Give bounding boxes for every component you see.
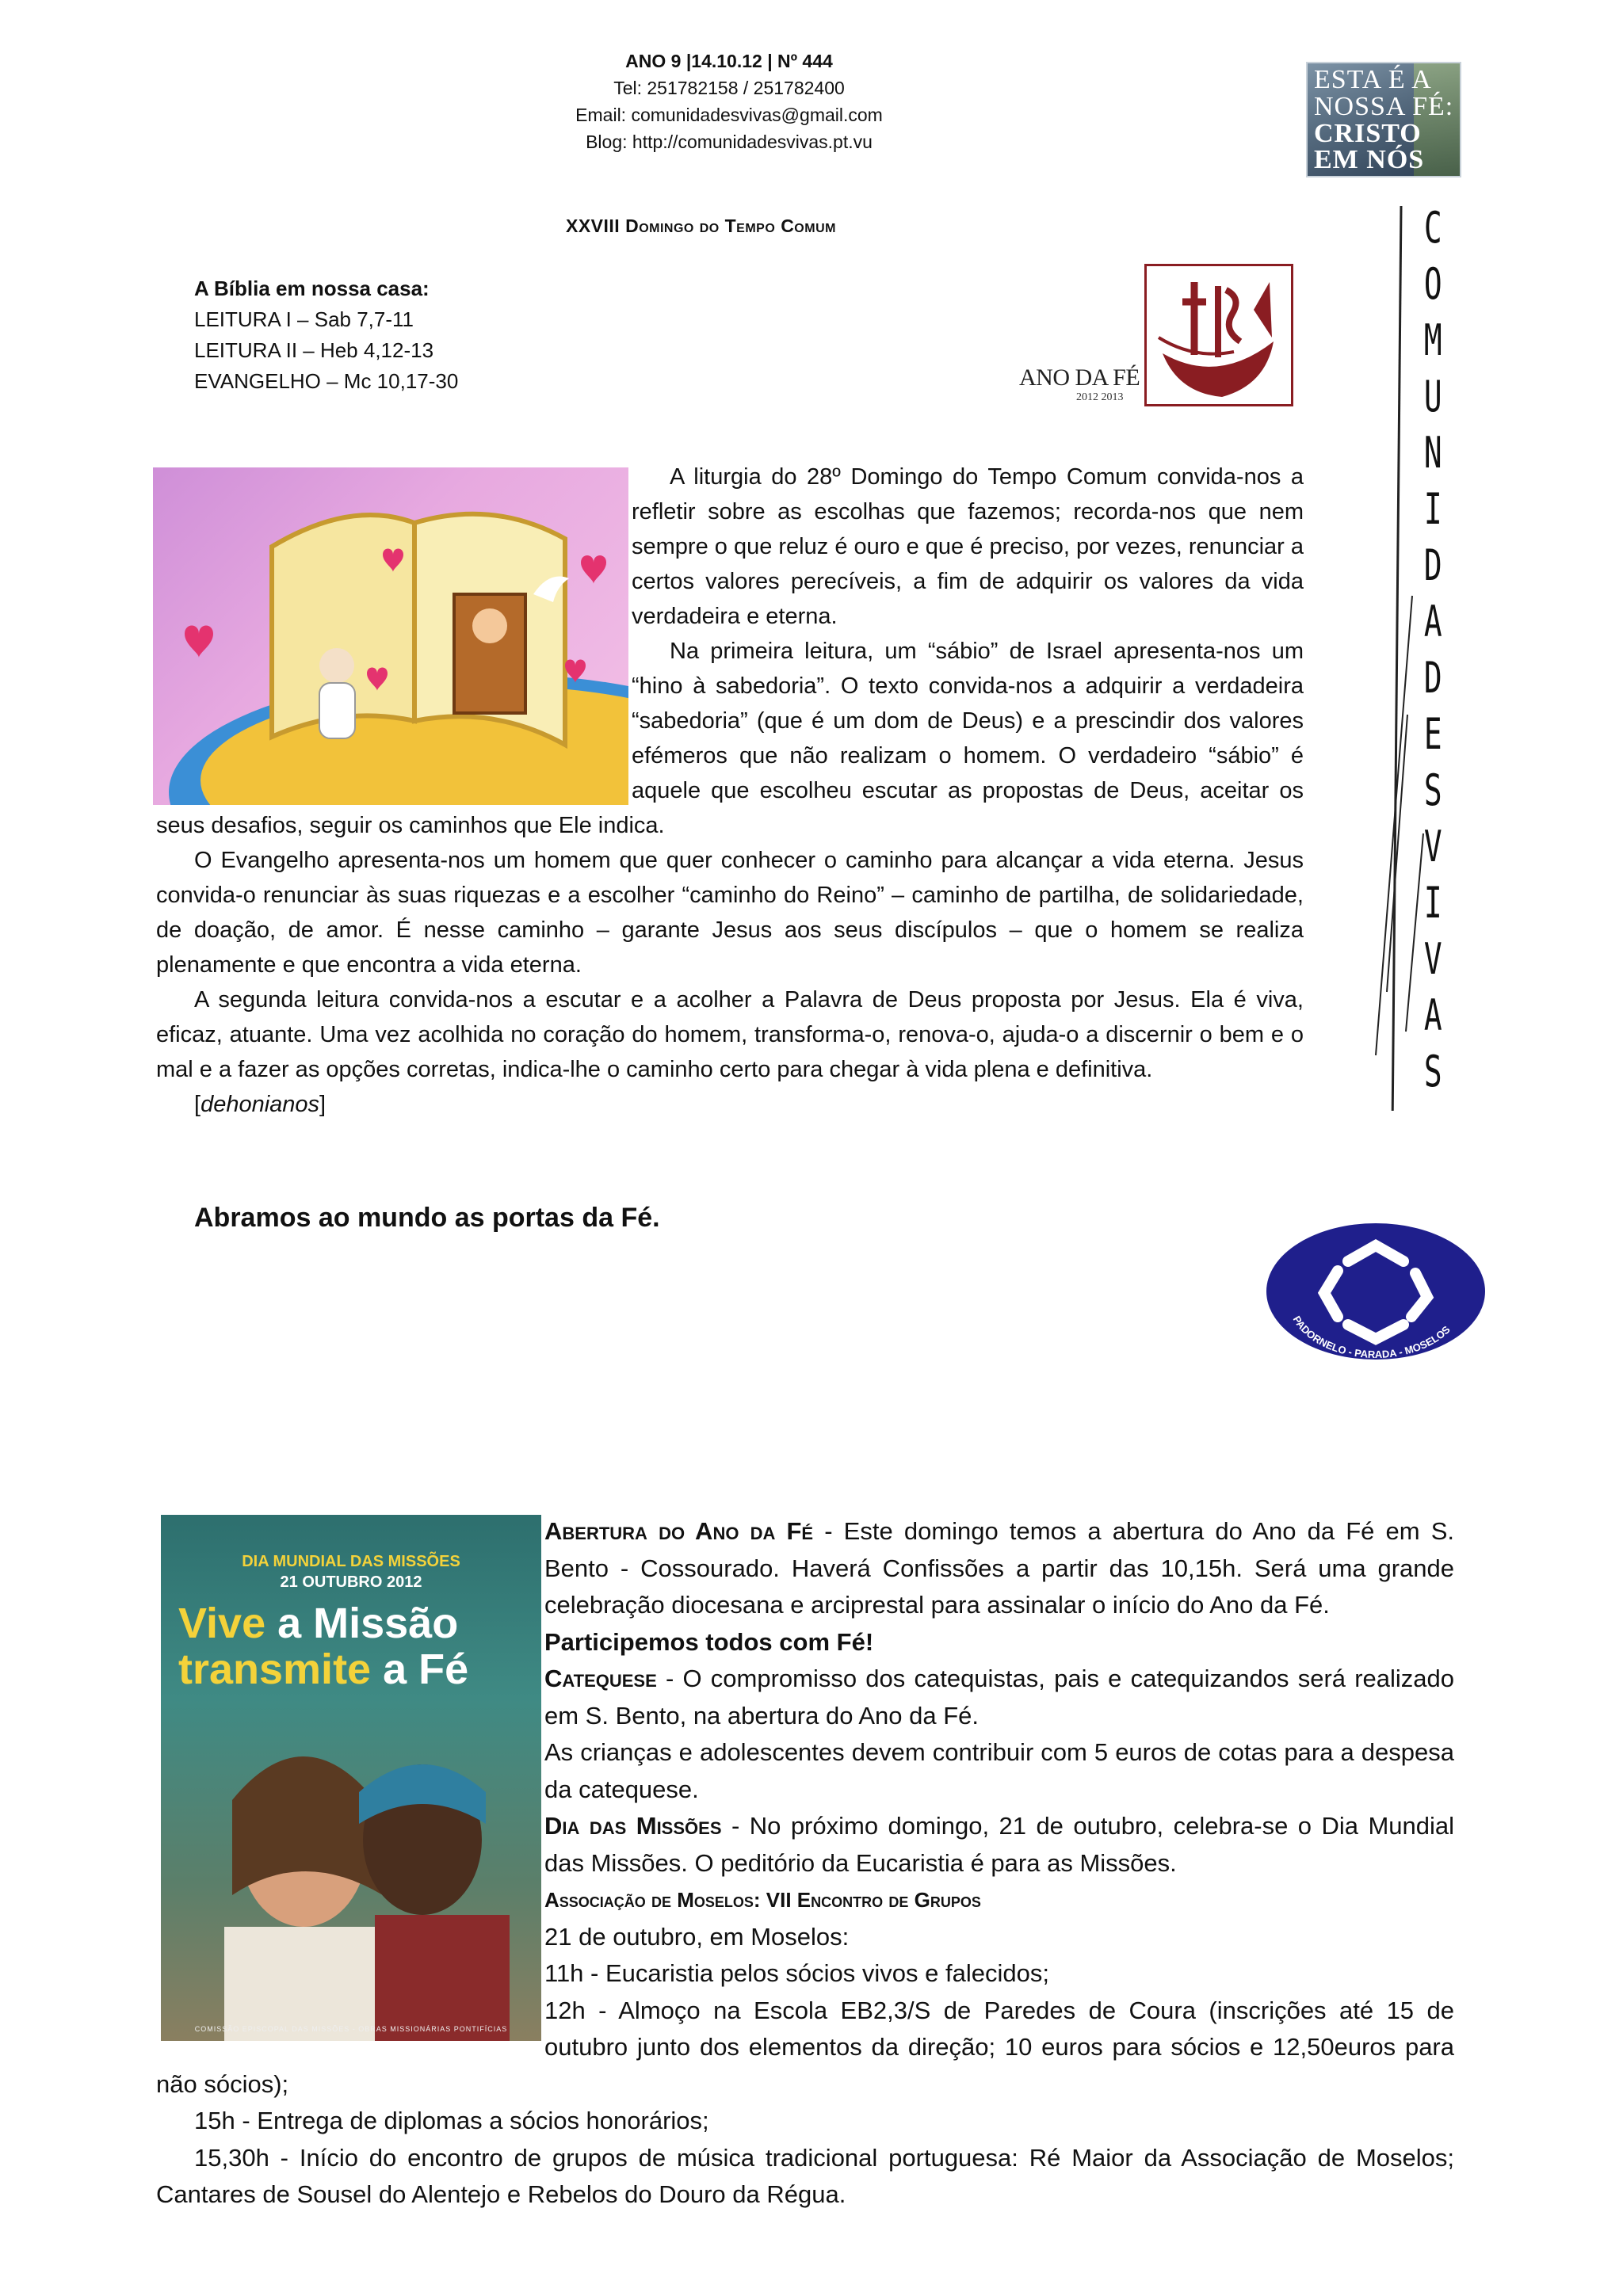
reading-1: LEITURA I – Sab 7,7-11 (194, 307, 414, 331)
vertical-letter: E (1423, 709, 1442, 759)
vertical-letter: D (1423, 653, 1442, 703)
poster-slogan: Vive a Missão transmite a Fé (178, 1600, 469, 1693)
vertical-letter: I (1423, 878, 1442, 928)
year-of-faith-text: ANO DA FÉ (1019, 364, 1140, 391)
sunday-title: XXVIII Domingo do Tempo Comum (566, 215, 836, 236)
bible-readings (194, 273, 458, 397)
news-catequese: Catequese - O compromisso dos catequistas, pais e catequizandos será realizado em S. Bento, na abertura do Ano da Fé. (544, 1665, 1454, 1730)
news-abertura: Abertura do Ano da Fé - Este domingo temos a abertura do Ano da Fé em S. Bento - Cossourado. Haverá Confissões a partir das 10,15h. Será uma grande celebração diocesana e arciprestal para assinalar o início do Ano da Fé. (544, 1517, 1454, 1619)
hands-circle-icon (1265, 1222, 1487, 1361)
article-p3: O Evangelho apresenta-nos um homem que quer conhecer o caminho para alcançar a vida eterna. Jesus convida-o renunciar às suas riquezas e a escolher “caminho do Reino” – caminho de partilha, de solidariedade, de doação, de amor. É nesse caminho – garante Jesus aos seus discípulos – que o homem se realiza plenamente e que encontra a vida eterna. (156, 848, 1304, 978)
poster-spacer (156, 1513, 544, 2044)
association-logo (1265, 1222, 1487, 1361)
vertical-letter: V (1423, 822, 1442, 871)
reading-2: LEITURA II – Heb 4,12-13 (194, 338, 434, 362)
news-item-3: 15h - Entrega de diplomas a sócios honorários; (194, 2107, 709, 2134)
issue-line: ANO 9 |14.10.12 | Nº 444 (625, 51, 833, 71)
news-associacao-title: Associação de Moselos: VII Encontro de Grupos (544, 1888, 981, 1912)
float-spacer (156, 460, 632, 805)
article-source: [dehonianos] (194, 1092, 327, 1117)
article-p2: Na primeira leitura, um “sábio” de Israel apresenta-nos um “hino à sabedoria”. O texto convida-nos a adquirir a verdadeira “sabedoria” (que é um dom de Deus) e a prescindir dos valores efémeros que não realizam o homem. O verdadeiro “sábio” é aquele que escolheu escutar as propostas de Deus, aceitar os seus desafios, seguir os caminhos que Ele indica. (156, 639, 1304, 838)
faith-logo-top: ESTA É A NOSSA FÉ: (1314, 65, 1454, 121)
boat-cross-icon (1147, 266, 1291, 404)
article-p4: A segunda leitura convida-nos a escutar e a acolher a Palavra de Deus proposta por Jesus. Ela é viva, eficaz, atuante. Uma vez acolhida no coração do homem, transforma-o, renova-o, ajuda-o a discernir o bem e o mal e a fazer as opções corretas, indica-lhe o caminho certo para chegar à vida plena e definitiva. (156, 987, 1304, 1082)
news-associacao-date: 21 de outubro, em Moselos: (544, 1922, 850, 1951)
news-catequese-cotas: As crianças e adolescentes devem contribuir com 5 euros de cotas para a despesa da catequese. (544, 1738, 1454, 1803)
year-of-faith-years: 2012 2013 (1076, 391, 1124, 403)
vertical-letter: N (1423, 428, 1442, 478)
vertical-letter: U (1423, 372, 1442, 421)
email-line: Email: comunidadesvivas@gmail.com (575, 105, 883, 125)
bible-title: A Bíblia em nossa casa: (194, 277, 430, 300)
news-participemos: Participemos todos com Fé! (544, 1627, 874, 1656)
news-item-2: 12h - Almoço na Escola EB2,3/S de Paredes de Coura (inscrições até 15 de outubro junto dos elementos da direção; 10 euros para sócios e 12,50euros para não sócios); (156, 1996, 1454, 2098)
faith-logo-bottom: CRISTO EM NÓS (1314, 119, 1425, 174)
vertical-letter: M (1423, 315, 1442, 365)
vertical-letter: A (1423, 990, 1442, 1040)
vertical-letter: I (1423, 484, 1442, 534)
year-of-faith-logo (1019, 261, 1298, 409)
faith-logo (1306, 62, 1461, 177)
vertical-letters (1409, 200, 1457, 1100)
phone-line: Tel: 251782158 / 251782400 (613, 78, 845, 98)
vertical-title-comunidades-vivas (1360, 200, 1479, 1111)
article (156, 460, 1304, 1122)
news-item-1: 11h - Eucaristia pelos sócios vivos e falecidos; (544, 1959, 1049, 1987)
parish-news (156, 1513, 1454, 2214)
vertical-letter: O (1423, 259, 1442, 309)
blog-line: Blog: http://comunidadesvivas.pt.vu (586, 132, 873, 152)
year-of-faith-emblem (1144, 264, 1293, 406)
vertical-letter: C (1423, 203, 1442, 253)
news-missoes: Dia das Missões - No próximo domingo, 21 de outubro, celebra-se o Dia Mundial das Missões. O peditório da Eucaristia é para as Missões. (544, 1812, 1454, 1877)
vertical-letter: S (1423, 765, 1442, 815)
reading-3: EVANGELHO – Mc 10,17-30 (194, 369, 459, 393)
association-ring-text: PADORNELO - PARADA - MOSELOS (1290, 1314, 1453, 1361)
article-p1: A liturgia do 28º Domingo do Tempo Comum convida-nos a refletir sobre as escolhas que fazemos; recorda-nos que nem sempre o que reluz é ouro e que é preciso, por vezes, renunciar a certos valores perecíveis, a fim de adquirir os valores da vida verdadeira e eterna. (632, 464, 1304, 629)
vertical-letter: S (1423, 1047, 1442, 1097)
vertical-letter: V (1423, 934, 1442, 984)
vertical-letter: D (1423, 540, 1442, 590)
vertical-letter: A (1423, 597, 1442, 646)
faith-slogan: Abramos ao mundo as portas da Fé. (194, 1203, 660, 1233)
poster-event: DIA MUNDIAL DAS MISSÕES (242, 1553, 460, 1570)
news-item-4: 15,30h - Início do encontro de grupos de música tradicional portuguesa: Ré Maior da Associação de Moselos; Cantares de Sousel do Alentejo e Rebelos do Douro da Régua. (156, 2143, 1454, 2208)
poster-date: 21 OUTUBRO 2012 (280, 1573, 422, 1591)
newsletter-header (491, 48, 967, 155)
poster-footer: COMISSÃO EPISCOPAL DAS MISSÕES - OBRAS MISSIONÁRIAS PONTIFÍCIAS (194, 2025, 508, 2033)
